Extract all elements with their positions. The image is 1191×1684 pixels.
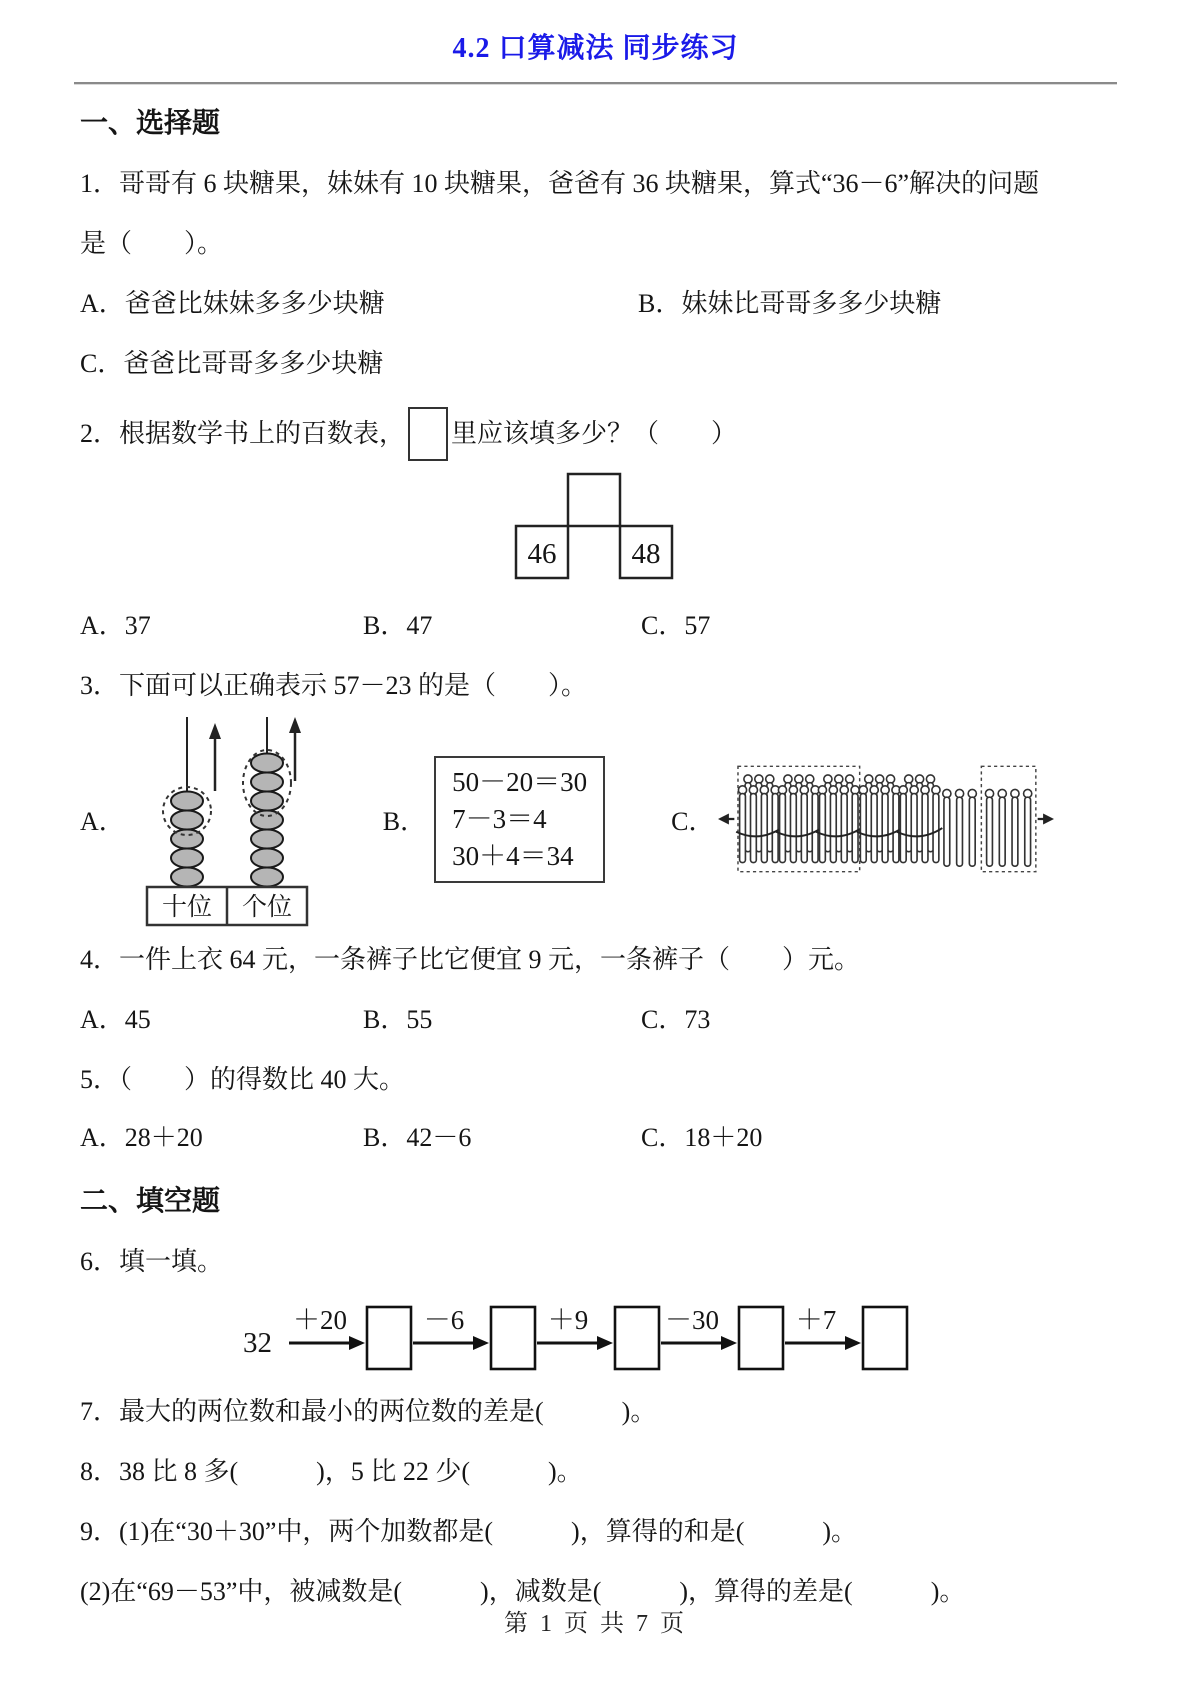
question-4-options-row xyxy=(80,1003,1111,1037)
removed-loose-sticks xyxy=(986,789,1032,866)
question-3-text: 3．下面可以正确表示 57－23 的是（ ）。 xyxy=(80,671,588,700)
ones-up-arrow xyxy=(289,717,301,781)
question-7-text: 7．最大的两位数和最小的两位数的差是( )。 xyxy=(80,1397,657,1426)
q1-option-c: C．爸爸比哥哥多多少块糖 xyxy=(80,349,384,378)
q2-text-before: 2．根据数学书上的百数表， xyxy=(80,418,406,448)
q5-option-c: C．18＋20 xyxy=(641,1123,763,1152)
q2-blank-box xyxy=(408,407,448,461)
q3-label-a: A． xyxy=(80,806,125,836)
grid-top-empty-cell xyxy=(568,474,620,526)
question-8-text: 8．38 比 8 多( )，5 比 22 少( )。 xyxy=(80,1457,583,1486)
chain-step xyxy=(785,1305,907,1369)
question-2-options-row xyxy=(80,609,1111,643)
chain-op-label: －30 xyxy=(665,1305,719,1335)
question-9-part1: 9．(1)在“30＋30”中，两个加数都是( )，算得的和是( )。 xyxy=(80,1517,858,1546)
page-title: 4.2 口算减法 同步练习 xyxy=(452,33,739,64)
chain-op-label: ＋7 xyxy=(795,1305,837,1335)
equation-line-2: 7－3＝4 xyxy=(452,803,547,834)
q5-option-b: B．42－6 xyxy=(363,1123,472,1152)
chain-step xyxy=(537,1305,659,1369)
question-9-part2: (2)在“69－53”中，被减数是( )，减数是( )，算得的差是( )。 xyxy=(80,1577,966,1606)
chain-blank-box xyxy=(863,1307,907,1369)
q4-option-b: B．55 xyxy=(363,1005,433,1034)
take-away-left-arrow xyxy=(718,814,734,825)
chain-step xyxy=(289,1305,411,1369)
section-heading-choice: 一、选择题 xyxy=(80,108,221,139)
chain-step xyxy=(413,1305,535,1369)
sticks-diagram xyxy=(718,758,1054,880)
q1-option-b: B．妹妹比哥哥多多少块糖 xyxy=(638,289,942,318)
question-4-text: 4．一件上衣 64 元，一条裤子比它便宜 9 元，一条裤子（ ）元。 xyxy=(80,945,861,974)
q5-option-a: A．28＋20 xyxy=(80,1123,203,1152)
q3-label-b: B． xyxy=(382,806,427,836)
grid-value-right: 48 xyxy=(631,538,661,570)
chain-step xyxy=(661,1305,783,1369)
q4-option-c: C．73 xyxy=(641,1005,711,1034)
equations-box xyxy=(434,756,605,883)
question-3-image-options xyxy=(80,711,1111,927)
question-1-options-row xyxy=(80,287,1111,321)
chain-op-label: ＋20 xyxy=(293,1305,347,1335)
question-1-text: 1．哥哥有 6 块糖果，妹妹有 10 块糖果，爸爸有 36 块糖果，算式“36－6”解决的问题 xyxy=(80,169,1040,198)
question-5-text: 5．（ ）的得数比 40 大。 xyxy=(80,1065,406,1094)
chain-blank-box xyxy=(615,1307,659,1369)
chain-op-label: －6 xyxy=(423,1305,465,1335)
number-chain-svg xyxy=(243,1293,913,1373)
loose-sticks xyxy=(943,789,977,866)
chain-blank-box xyxy=(739,1307,783,1369)
equation-line-1: 50－20＝30 xyxy=(452,766,588,797)
page-footer: 第 1 页 共 7 页 xyxy=(504,1611,687,1637)
grid-value-left: 46 xyxy=(527,538,557,570)
chain-blank-box xyxy=(367,1307,411,1369)
abacus-diagram xyxy=(137,711,319,927)
take-away-right-arrow xyxy=(1038,814,1054,825)
header-divider xyxy=(74,82,1117,85)
number-chain-diagram xyxy=(243,1293,1111,1375)
q3-label-c: C． xyxy=(671,806,715,836)
ones-place-label: 个位 xyxy=(241,894,292,921)
q2-text-after: 里应该填多少？（ ） xyxy=(451,418,738,448)
chain-op-label: ＋9 xyxy=(547,1305,589,1335)
q2-option-a: A．37 xyxy=(80,611,151,640)
q2-option-c: C．57 xyxy=(641,611,711,640)
q1-option-a: A．爸爸比妹妹多多少块糖 xyxy=(80,289,385,318)
question-2-text xyxy=(80,407,1111,465)
tens-place-label: 十位 xyxy=(161,894,212,921)
section-heading-fill-blank: 二、填空题 xyxy=(80,1186,221,1217)
equation-line-3: 30＋4＝34 xyxy=(452,840,574,871)
ones-beads xyxy=(251,754,283,887)
q2-option-b: B．47 xyxy=(363,611,433,640)
question-5-options-row xyxy=(80,1121,1111,1155)
question-1-text-cont: 是（ ）。 xyxy=(80,229,224,258)
chain-blank-box xyxy=(491,1307,535,1369)
hundred-chart-svg xyxy=(512,471,682,583)
hundred-chart-diagram xyxy=(512,471,1111,583)
chain-start-number: 32 xyxy=(243,1327,272,1359)
stick-bundles xyxy=(737,775,943,863)
tens-up-arrow xyxy=(209,723,221,791)
q4-option-a: A．45 xyxy=(80,1005,151,1034)
question-6-text: 6．填一填。 xyxy=(80,1247,224,1276)
tens-beads xyxy=(171,792,203,887)
worksheet-content xyxy=(0,107,1191,1609)
